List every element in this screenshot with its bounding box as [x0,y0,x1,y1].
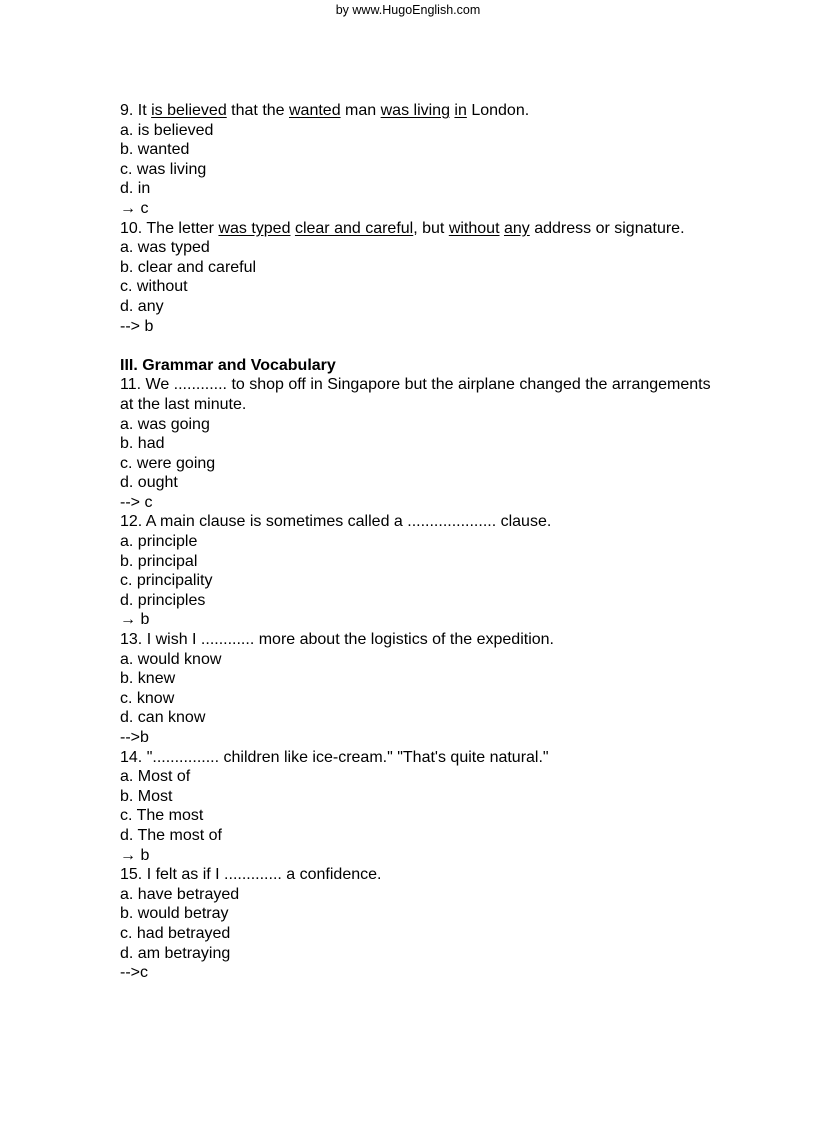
q11-answer: --> c [120,493,153,511]
q9-underlined-4: in [454,102,467,119]
document-body [120,101,720,983]
q10-underlined-2: clear and careful [294,219,414,237]
q9-text-3: man [340,102,381,119]
q14-answer: → b [120,846,150,864]
q10-underlined-1: was typed [218,219,291,237]
q10-text-3: , but [413,219,449,237]
q12-answer: → b [120,611,150,629]
q9-underlined-1: is believed [151,102,227,119]
page-header-credit: by www.HugoEnglish.com [335,3,481,17]
section-heading: III. Grammar and Vocabulary [120,356,336,374]
q9-underlined-2: wanted [289,102,341,119]
q14-option-b: b. Most [120,787,173,805]
q10-option-a: a. was typed [120,239,210,257]
question-11: 11. We ............ to shop off in Singapore but the airplane changed the arrangements at the last minute. [120,376,711,413]
q13-option-b: b. knew [120,670,176,688]
q11-option-b: b. had [120,435,165,453]
q15-option-a: a. have betrayed [120,885,240,903]
q11-option-a: a. was going [120,415,210,433]
q9-text-5: London. [466,102,530,119]
q11-option-c: c. were going [120,454,216,472]
q10-option-b: b. clear and careful [120,258,257,276]
q12-option-c: c. principality [120,572,213,590]
q12-option-d: d. principles [120,591,206,609]
q9-text-2: that the [226,102,289,119]
q10-option-c: c. without [120,278,188,296]
q11-option-d: d. ought [120,474,178,492]
question-12: 12. A main clause is sometimes called a .................... clause. [120,513,552,531]
q10-text-5: address or signature. [529,219,685,237]
q15-option-b: b. would betray [120,905,229,923]
q10-underlined-4: any [503,219,530,237]
q13-option-a: a. would know [120,650,222,668]
q9-option-d: d. in [120,180,151,198]
q13-option-d: d. can know [120,709,206,727]
q14-option-d: d. The most of [120,826,222,844]
question-10 [120,219,720,239]
q14-option-c: c. The most [120,807,204,825]
q15-option-d: d. am betraying [120,944,231,962]
q9-option-c: c. was living [120,160,207,178]
q13-answer: -->b [120,729,149,746]
section-spacer [120,336,720,356]
q9-option-b: b. wanted [120,141,190,159]
q15-option-c: c. had betrayed [120,924,231,942]
q9-text-1: 9. It [120,102,152,119]
q9-answer: → c [120,199,149,217]
q10-option-d: d. any [120,297,164,315]
q10-text-1: 10. The letter [120,219,219,237]
q13-option-c: c. know [120,689,175,707]
q9-option-a: a. is believed [120,121,214,139]
question-9 [120,101,720,121]
q9-underlined-3: was living [380,102,450,119]
q12-option-a: a. principle [120,533,198,551]
q12-option-b: b. principal [120,552,198,570]
question-15: 15. I felt as if I ............. a confidence. [120,866,382,884]
q15-answer: -->c [120,964,148,982]
question-13: 13. I wish I ............ more about the logistics of the expedition. [120,631,554,649]
question-14: 14. "............... children like ice-cream." "That's quite natural." [120,748,549,766]
q10-underlined-3: without [448,219,500,237]
q10-answer: --> b [120,317,154,335]
q14-option-a: a. Most of [120,768,191,786]
